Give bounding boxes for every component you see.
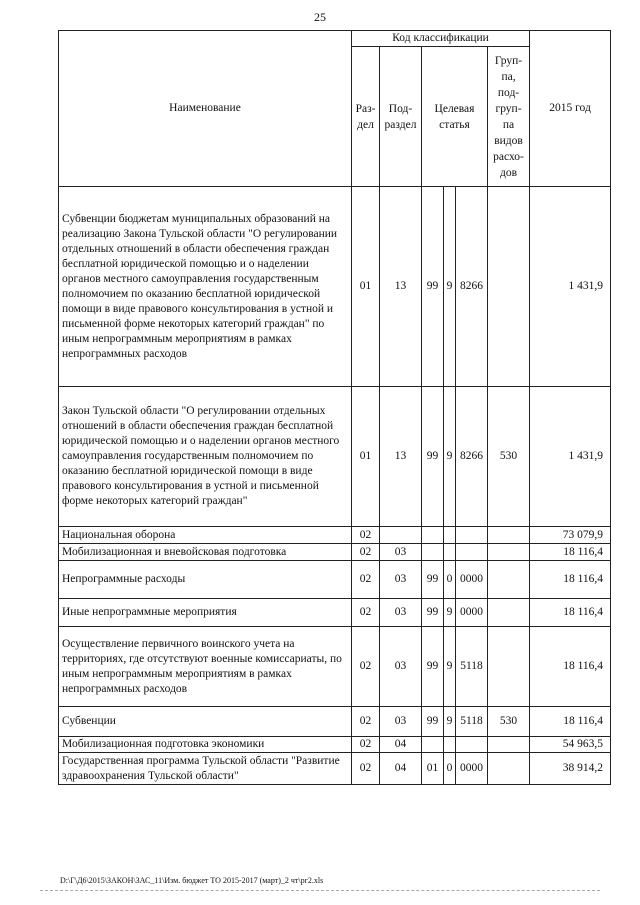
table-row — [59, 561, 611, 599]
budget-table — [58, 30, 611, 785]
row-razdel: 01 — [352, 187, 380, 387]
table-row — [59, 707, 611, 737]
row-name: Мобилизационная и вневойсковая подготовка — [59, 544, 352, 561]
row-podrazdel: 13 — [380, 387, 422, 527]
row-celevaya-3: 0000 — [456, 753, 488, 785]
row-vid-rashodov — [488, 527, 530, 544]
row-razdel: 02 — [352, 627, 380, 707]
header-year: 2015 год — [530, 31, 611, 187]
header-podrazdel: Под- раздел — [380, 47, 422, 187]
row-podrazdel: 03 — [380, 544, 422, 561]
table-row — [59, 599, 611, 627]
row-vid-rashodov — [488, 753, 530, 785]
row-sum-2015: 18 116,4 — [530, 544, 611, 561]
row-name: Субвенции — [59, 707, 352, 737]
row-podrazdel: 04 — [380, 737, 422, 753]
row-celevaya-2 — [444, 544, 456, 561]
row-celevaya-3: 0000 — [456, 599, 488, 627]
row-vid-rashodov: 530 — [488, 707, 530, 737]
header-name: Наименование — [59, 31, 352, 187]
row-podrazdel: 03 — [380, 561, 422, 599]
row-razdel: 02 — [352, 544, 380, 561]
page-number: 25 — [314, 10, 326, 24]
row-celevaya-1 — [422, 527, 444, 544]
header-gruppa: Груп- па, под- груп- па видов расхо- дов — [488, 47, 530, 187]
row-vid-rashodov — [488, 627, 530, 707]
row-razdel: 02 — [352, 737, 380, 753]
row-vid-rashodov — [488, 544, 530, 561]
row-celevaya-2: 9 — [444, 627, 456, 707]
row-vid-rashodov — [488, 561, 530, 599]
row-celevaya-3: 0000 — [456, 561, 488, 599]
row-celevaya-2: 0 — [444, 753, 456, 785]
table-row — [59, 527, 611, 544]
table-row — [59, 387, 611, 527]
row-celevaya-2: 9 — [444, 707, 456, 737]
row-podrazdel: 13 — [380, 187, 422, 387]
row-razdel: 02 — [352, 707, 380, 737]
row-celevaya-2: 9 — [444, 387, 456, 527]
row-sum-2015: 38 914,2 — [530, 753, 611, 785]
row-celevaya-3: 5118 — [456, 627, 488, 707]
row-sum-2015: 1 431,9 — [530, 387, 611, 527]
file-path-footer: D:\Г\Д6\2015\ЗАКОН\ЗАС_11\Изм. бюджет ТО 2015-2017 (март)_2 чт\рг2.xls — [60, 876, 324, 885]
row-sum-2015: 18 116,4 — [530, 707, 611, 737]
header-celevaya: Целевая статья — [422, 47, 488, 187]
divider — [40, 890, 600, 891]
row-podrazdel — [380, 527, 422, 544]
row-celevaya-2: 9 — [444, 187, 456, 387]
header-razdel: Раз- дел — [352, 47, 380, 187]
row-celevaya-3: 5118 — [456, 707, 488, 737]
row-name: Иные непрограммные мероприятия — [59, 599, 352, 627]
row-name: Государственная программа Тульской области "Развитие здравоохранения Тульской области" — [59, 753, 352, 785]
row-celevaya-1: 99 — [422, 627, 444, 707]
row-celevaya-2: 0 — [444, 561, 456, 599]
row-razdel: 02 — [352, 599, 380, 627]
row-celevaya-1: 99 — [422, 187, 444, 387]
table-row — [59, 753, 611, 785]
row-vid-rashodov — [488, 187, 530, 387]
row-podrazdel: 03 — [380, 627, 422, 707]
row-sum-2015: 1 431,9 — [530, 187, 611, 387]
row-celevaya-3 — [456, 527, 488, 544]
row-celevaya-3 — [456, 737, 488, 753]
row-sum-2015: 18 116,4 — [530, 599, 611, 627]
header-code-group: Код классификации — [352, 31, 530, 47]
row-celevaya-1 — [422, 544, 444, 561]
row-sum-2015: 18 116,4 — [530, 627, 611, 707]
table-row — [59, 187, 611, 387]
row-vid-rashodov: 530 — [488, 387, 530, 527]
row-name: Субвенции бюджетам муниципальных образований на реализацию Закона Тульской области "О регулировании отдельных отношений в области обеспечения граждан бесплатной юридической помощью и о наделении органов местного самоуправления государственным полномочием по оказанию бесплатной юридической помощи в виде правового консультирования в устной и письменной форме некоторых категорий граждан" по иным непрограммным мероприятиям в рамках непрограммных расходов — [59, 187, 352, 387]
row-vid-rashodov — [488, 737, 530, 753]
table-row — [59, 544, 611, 561]
row-podrazdel: 03 — [380, 599, 422, 627]
row-sum-2015: 73 079,9 — [530, 527, 611, 544]
row-celevaya-2: 9 — [444, 599, 456, 627]
row-celevaya-3 — [456, 544, 488, 561]
row-name: Мобилизационная подготовка экономики — [59, 737, 352, 753]
row-name: Национальная оборона — [59, 527, 352, 544]
row-celevaya-1 — [422, 737, 444, 753]
row-name: Закон Тульской области "О регулировании отдельных отношений в области обеспечения граждан бесплатной юридической помощью и о наделении органов местного самоуправления государственным полномочием по оказанию бесплатной юридической помощи в виде правового консультирования в устной и письменной форме некоторых категорий граждан" — [59, 387, 352, 527]
table-row — [59, 627, 611, 707]
row-celevaya-1: 99 — [422, 707, 444, 737]
row-razdel: 01 — [352, 387, 380, 527]
row-celevaya-1: 99 — [422, 387, 444, 527]
row-name: Непрограммные расходы — [59, 561, 352, 599]
row-celevaya-1: 01 — [422, 753, 444, 785]
row-razdel: 02 — [352, 561, 380, 599]
row-podrazdel: 03 — [380, 707, 422, 737]
row-celevaya-3: 8266 — [456, 187, 488, 387]
table-row — [59, 737, 611, 753]
row-sum-2015: 54 963,5 — [530, 737, 611, 753]
row-celevaya-2 — [444, 527, 456, 544]
row-name: Осуществление первичного воинского учета на территориях, где отсутствуют военные комиссариаты, по иным непрограммным мероприятиям в рамках непрограммных расходов — [59, 627, 352, 707]
row-podrazdel: 04 — [380, 753, 422, 785]
row-sum-2015: 18 116,4 — [530, 561, 611, 599]
row-celevaya-1: 99 — [422, 599, 444, 627]
row-celevaya-3: 8266 — [456, 387, 488, 527]
row-razdel: 02 — [352, 753, 380, 785]
row-celevaya-2 — [444, 737, 456, 753]
row-razdel: 02 — [352, 527, 380, 544]
row-vid-rashodov — [488, 599, 530, 627]
row-celevaya-1: 99 — [422, 561, 444, 599]
